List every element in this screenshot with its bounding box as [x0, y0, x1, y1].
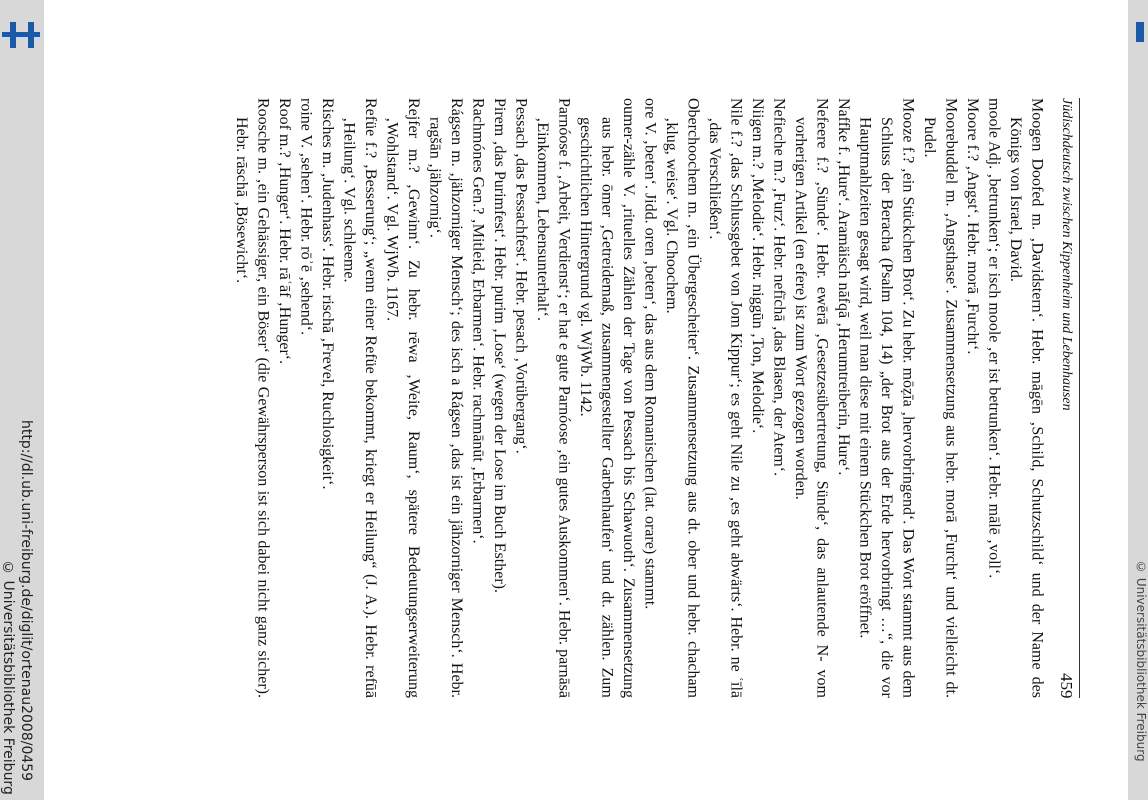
glossary-entry: Oberchoochem m. ‚ein Übergescheiter‘. Zusammensetzung aus dt. ober und hebr. chacham ‚klug, weise‘. Vgl. Choochem. — [663, 98, 702, 698]
glossary-entry: Parnóose f. ‚Arbeit, Verdienst‘; er hat e gute Parnóose ‚ein gutes Auskommen‘. Hebr. parnāsā ‚Einkommen, Lebensunterhalt‘. — [534, 98, 573, 698]
glossary-entry: Roosche m. ‚ein Gehässiger, ein Böser‘ (die Gewährsperson ist sich dabei nicht ganz sicher). Hebr. rāschā ‚Bösewicht‘. — [233, 98, 272, 698]
document-page — [130, 98, 1080, 698]
running-head-title: Jüdischdeutsch zwischen Kippenheim und Lebenhausen — [1059, 98, 1074, 411]
glossary-entry: Moore f.? ‚Angst‘. Hebr. morā ‚Furcht‘. — [964, 98, 981, 355]
library-logo-icon — [2, 22, 40, 48]
copyright-notice-right: © Universitätsbibliothek Freiburg — [1134, 560, 1148, 762]
glossary-entry: Pirem ‚das Purimfest‘. Hebr. purim ‚Lose‘ (wegen der Lose im Buch Esther). — [491, 98, 508, 593]
glossary-entry: Rejfer m.? ‚Gewinn‘. Zu hebr. rēwa ‚Weite, Raum‘, spätere Bedeutungserweiterung ‚Wohlstand‘. Vgl. WjWb. 1167. — [383, 98, 422, 698]
glossary-entry: Refüe f.? ‚Besserung‘; „wenn einer Refüe bekommt, kriegt er Heilung“ (J. A.). Hebr. refūā ‚Heilung‘. Vgl. schleeme. — [340, 98, 379, 698]
glossary-entry: Naffke f. ‚Hure‘. Aramäisch nāfqā ‚Herumtreiberin, Hure‘. — [835, 98, 852, 476]
glossary-entry: Moorebuddel m. ‚Angsthase‘. Zusammensetzung aus hebr. morā ‚Furcht‘ und vielleicht dt. Pudel. — [921, 98, 960, 698]
glossary-entry: Rachmónes Gen.? ‚Mitleid, Erbarmen‘. Hebr. rachmānūt ‚Erbarmen‘. — [469, 98, 487, 544]
page-number: 459 — [1057, 672, 1076, 698]
glossary-entry: Mooze f.? ‚ein Stückchen Brot‘. Zu hebr. mōẓīa ‚hervorbringend‘. Das Wort stammt aus dem Schluss der Beracha (Psalm 104, 14) „der Brot aus der Erde hervorbringt …“, die vor Hauptmahlzeiten gesagt wird, weil man diese mit einem Stückchen Brot eröffnet. — [856, 98, 917, 698]
glossary-entry: moole Adj. ‚betrunken‘; er isch moole ‚er ist betrunken‘. Hebr. mālē ‚voll‘. — [985, 98, 1003, 579]
library-logo-icon-right — [1136, 22, 1144, 42]
glossary-entry: Roof m.? ‚Hunger‘. Hebr. rāʿāf ‚Hunger‘. — [276, 98, 293, 365]
glossary-entry: Risches m. ‚Judenhass‘. Hebr. rischā ‚Frevel, Ruchlosigkeit‘. — [319, 98, 336, 490]
glossary-entries — [231, 98, 1048, 698]
glossary-entry: Niigen m.? ‚Melodie‘. Hebr. niggūn ‚Ton, Melodie‘. — [749, 98, 766, 434]
glossary-entry: Nefieche m.? ‚Furz‘. Hebr. nefīchā ‚das Blasen, der Atem‘. — [770, 98, 788, 477]
source-url[interactable]: http://dl.ub.uni-freiburg.de/diglit/ortenau2008/0459 — [18, 420, 34, 782]
glossary-entry: ore V. ‚beten‘. Jidd. oren ‚beten‘, das aus dem Romanischen (lat. orare) stammt. — [641, 98, 659, 610]
glossary-entry: Nile f.? ‚das Schlussgebet von Jom Kippur‘; es geht Nile zu ‚es geht abwärts‘. Hebr. ne ʿīlā ‚das Verschließen‘. — [706, 98, 745, 698]
viewer-left-margin — [0, 0, 44, 800]
copyright-notice: © Universitätsbibliothek Freiburg — [0, 560, 16, 795]
glossary-entry: roine V. ‚sehen‘. Hebr. rōʾē ‚sehend‘. — [297, 98, 315, 336]
running-head — [1056, 98, 1081, 698]
viewer-right-margin — [1128, 0, 1148, 800]
glossary-entry: Pessach ‚das Pessachfest‘. Hebr. pesach ‚Vorübergang‘. — [512, 98, 530, 454]
glossary-entry: Nefeere f.? ‚Sünde‘. Hebr. ewērā ‚Gesetzesübertretung, Sünde‘, das anlautende N- vom vorherigen Artikel (en efere) ist zum Wort gezogen worden. — [792, 98, 831, 698]
glossary-entry: oumer-zähle V. ‚rituelles Zählen der Tage von Pessach bis Schawuoth‘. Zusammensetzung aus hebr. ōmer ‚Getreidemaß, zusammengestellter Garbenhaufen‘ und dt. zählen. Zum geschichtlichen Hintergrund vgl. WjWb. 1142. — [577, 98, 637, 698]
glossary-entry: Moogen Doofed m. ‚Davidstern‘. Hebr. māgēn ‚Schild, Schutzschild‘ und der Name des Königs von Israel, David. — [1007, 98, 1046, 698]
glossary-entry: Rágsen m. ‚jähzorniger Mensch‘; des isch a Rágsen ‚das ist ein jähzorniger Mensch‘. Hebr. ragšān ‚jähzornig‘. — [426, 98, 465, 698]
